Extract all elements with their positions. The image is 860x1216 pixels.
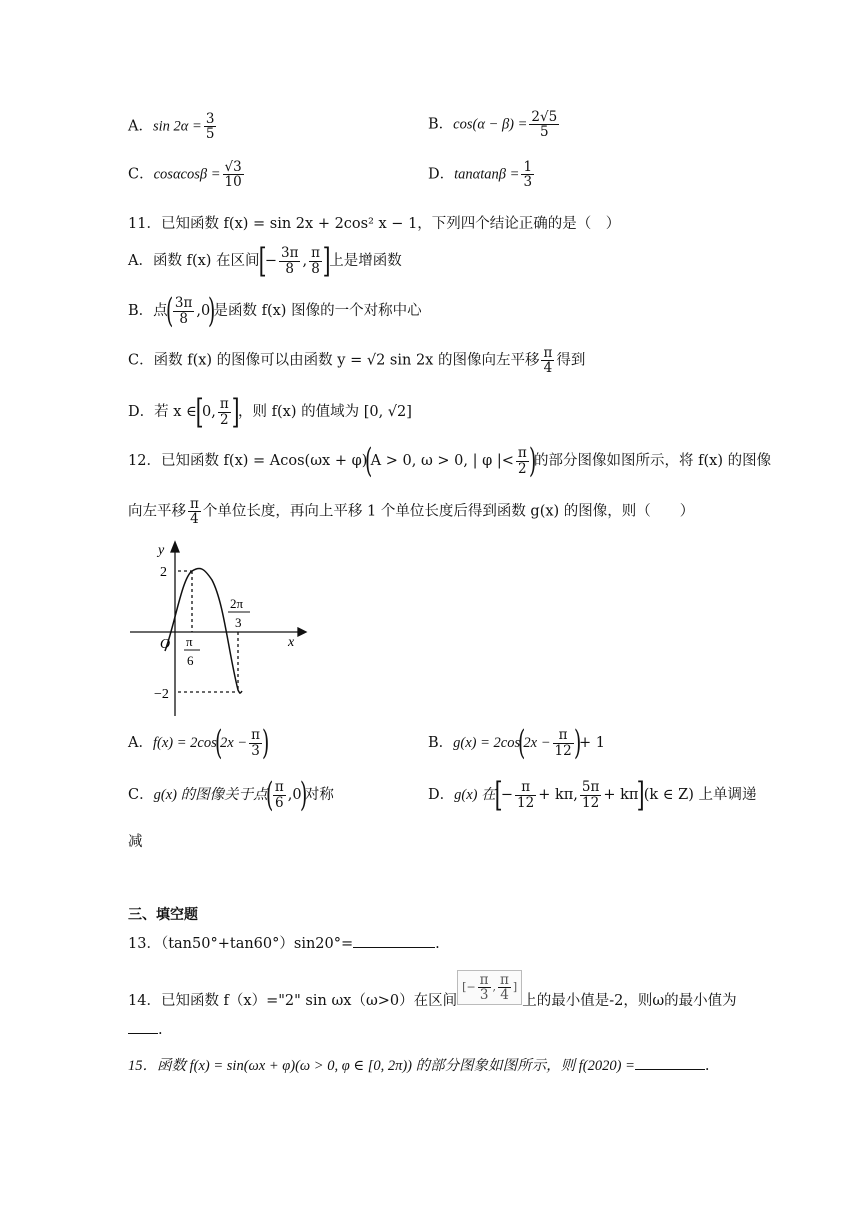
y-axis-label: y — [158, 543, 165, 558]
q12-option-b: B．g(x) = 2cos(2x − $\frac{\pi}{12}$ )+ 1 — [428, 723, 605, 763]
q12-stem-line2: 向左平移 $\frac{\pi}{4}$ 个单位长度，再向上平移 1 个单位长度后得到函数 g(x) 的图像，则（ ） — [128, 496, 695, 528]
tick1-num: π — [186, 634, 193, 649]
q15: 15．函数 f(x) = sin(ωx + φ)(ω > 0, φ ∈ [0, 2π)) 的部分图象如图所示，则 f(2020) = . — [128, 1058, 710, 1074]
q12-option-d: D．g(x) 在[− $\frac{\pi}{12}$ + kπ, $\frac{5\pi}{12}$ + kπ](k ∈ Z) 上单调递 — [428, 775, 757, 815]
q14-line1: 14．已知函数 f（x）="2" sin ωx（ω>0）在区间[− $\frac{\pi}{3}$ , $\frac{\pi}{4}$ ]上的最小值是-2，则ω的最小值为 — [128, 971, 737, 1009]
q13: 13．（tan50°+tan60°）sin20°= . — [128, 936, 440, 952]
y-min-label: −2 — [154, 687, 169, 702]
q14-answer-blank — [128, 1033, 158, 1034]
q10-option-c: C．cosαcosβ = $\frac{√3}{10}$ — [128, 159, 242, 191]
q12-option-d-wrap: 减 — [128, 834, 143, 850]
tick2-den: 3 — [235, 615, 242, 630]
q10-option-b: B．cos(α − β) = $\frac{2√5}{5}$ — [428, 109, 558, 141]
x-axis-arrow — [298, 628, 306, 636]
q14-interval-image: [− $\frac{\pi}{3}$ , $\frac{\pi}{4}$ ] — [457, 970, 522, 1005]
x-axis-label: x — [288, 635, 295, 650]
q15-answer-blank — [635, 1069, 705, 1070]
q14-line2: . — [128, 1022, 163, 1038]
q11-option-b: B．点( $\frac{3\pi}{8}$ ,0)是函数 f(x) 图像的一个对称中心 — [128, 291, 422, 331]
q10-option-a: A．sin 2α = $\frac{3}{5}$ — [128, 111, 215, 143]
section-title: 三、填空题 — [128, 907, 198, 923]
q12-function-graph — [120, 538, 310, 723]
q12-option-c: C．g(x) 的图像关于点( $\frac{\pi}{6}$ ,0)对称 — [128, 775, 334, 815]
q13-answer-blank — [353, 947, 435, 948]
q10-option-d: D．tanαtanβ = $\frac{1}{3}$ — [428, 159, 533, 191]
q11-option-c: C．函数 f(x) 的图像可以由函数 y = √2 sin 2x 的图像向左平移 $\frac{\pi}{4}$ 得到 — [128, 345, 586, 377]
q12-option-a: A．f(x) = 2cos(2x − $\frac{\pi}{3}$ ) — [128, 723, 270, 763]
q11-stem: 11．已知函数 f(x) = sin 2x + 2cos² x − 1，下列四个结论正确的是（ ） — [128, 216, 621, 232]
q11-option-d: D．若 x ∈[0, $\frac{\pi}{2}$ ]，则 f(x) 的值域为 [0, √2] — [128, 392, 412, 432]
q11-option-a: A．函数 f(x) 在区间[− $\frac{3\pi}{8}$ , $\frac{\pi}{8}$ ]上是增函数 — [128, 241, 402, 281]
q12-stem-line1: 12．已知函数 f(x) = Acos(ωx + φ)(A > 0, ω > 0, | φ |< $\frac{\pi}{2}$ )的部分图像如图所示，将 f(x) 的图像 — [128, 441, 772, 481]
y-max-label: 2 — [160, 565, 167, 580]
origin-label: O — [160, 637, 171, 652]
cosine-curve — [165, 568, 242, 693]
y-axis-arrow — [171, 542, 179, 552]
tick1-den: 6 — [187, 653, 194, 668]
tick2-num: 2π — [230, 596, 244, 611]
